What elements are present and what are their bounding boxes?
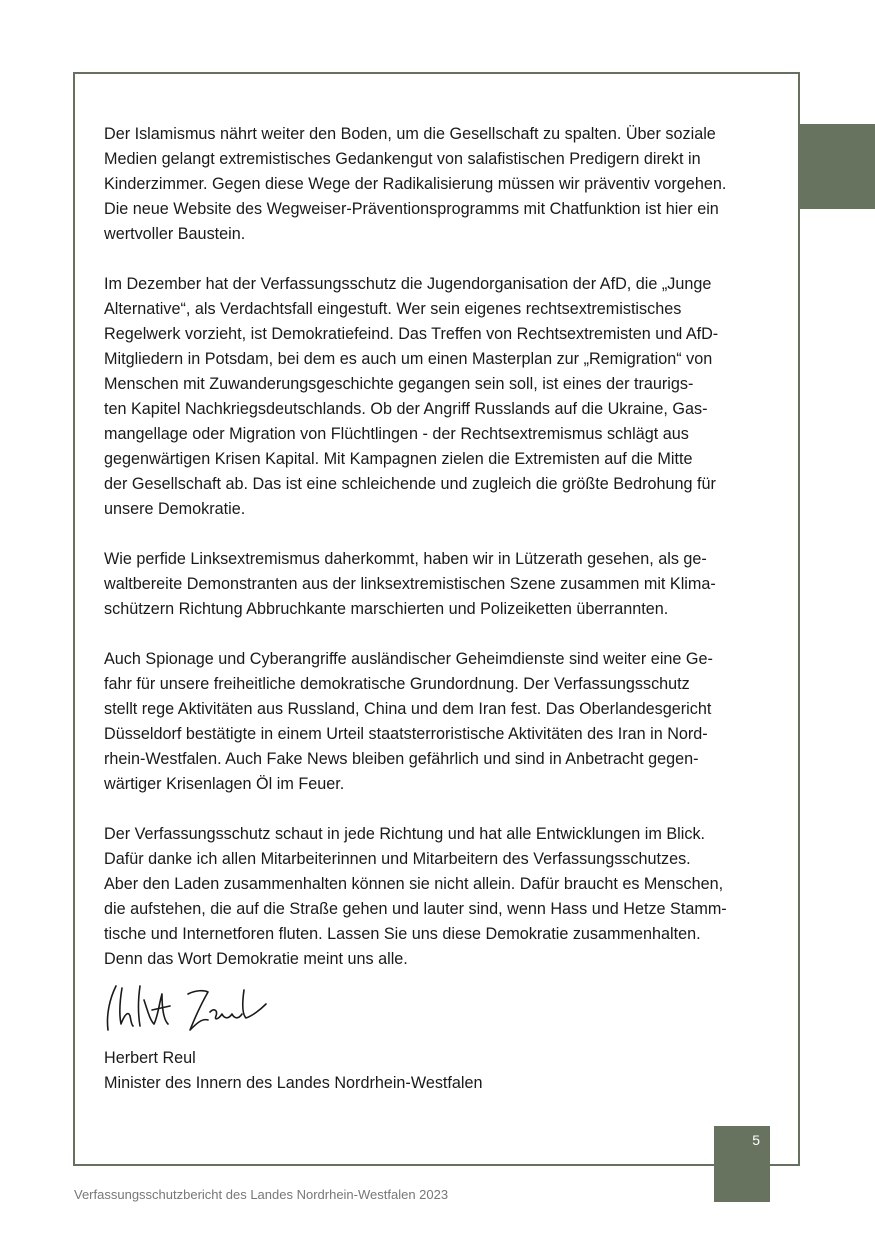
text-line: Dafür danke ich allen Mitarbeiterinnen und Mitarbeitern des Verfassungsschutzes. [104, 850, 691, 868]
text-line: der Gesellschaft ab. Das ist eine schleichende und zugleich die größte Bedrohung für [104, 475, 716, 493]
text-line: mangellage oder Migration von Flüchtlingen - der Rechtsextremismus schlägt aus [104, 425, 689, 443]
text-line: stellt rege Aktivitäten aus Russland, China und dem Iran fest. Das Oberlandesgericht [104, 700, 712, 718]
text-line: ten Kapitel Nachkriegsdeutschlands. Ob der Angriff Russlands auf die Ukraine, Gas- [104, 400, 708, 418]
text-line: Der Islamismus nährt weiter den Boden, um die Gesellschaft zu spalten. Über soziale [104, 125, 716, 143]
text-line: gegenwärtigen Krisen Kapital. Mit Kampagnen zielen die Extremisten auf die Mitte [104, 450, 693, 468]
text-line: Im Dezember hat der Verfassungsschutz die Jugendorganisation der AfD, die „Junge [104, 275, 712, 293]
text-line: Kinderzimmer. Gegen diese Wege der Radikalisierung müssen wir präventiv vorgehen. [104, 175, 727, 193]
text-line: Menschen mit Zuwanderungsgeschichte gegangen sein soll, ist eines der traurigs- [104, 375, 694, 393]
page-number: 5 [752, 1132, 760, 1148]
signature-icon [104, 980, 274, 1036]
text-line: Die neue Website des Wegweiser-Präventionsprogramms mit Chatfunktion ist hier ein [104, 200, 719, 218]
text-line: schützern Richtung Abbruchkante marschierten und Polizeiketten überrannten. [104, 600, 669, 618]
text-line: unsere Demokratie. [104, 500, 246, 518]
signer-block [104, 1046, 483, 1096]
text-line: rhein-Westfalen. Auch Fake News bleiben gefährlich und sind in Anbetracht gegen- [104, 750, 699, 768]
text-line: Mitgliedern in Potsdam, bei dem es auch um einen Masterplan zur „Remigration“ von [104, 350, 713, 368]
text-line: Düsseldorf bestätigte in einem Urteil staatsterroristische Aktivitäten des Iran in Nord- [104, 725, 708, 743]
text-line: Aber den Laden zusammenhalten können sie nicht allein. Dafür braucht es Menschen, [104, 875, 724, 893]
side-chapter-tab [800, 124, 875, 209]
paragraph-spionage [104, 647, 770, 797]
text-line: fahr für unsere freiheitliche demokratische Grundordnung. Der Verfassungsschutz [104, 675, 690, 693]
signer-name: Herbert Reul [104, 1049, 196, 1067]
text-line: wärtiger Krisenlagen Öl im Feuer. [104, 775, 345, 793]
signer-title: Minister des Innern des Landes Nordrhein-Westfalen [104, 1074, 483, 1092]
text-line: Alternative“, als Verdachtsfall eingestuft. Wer sein eigenes rechtsextremistisches [104, 300, 682, 318]
text-line: Der Verfassungsschutz schaut in jede Richtung und hat alle Entwicklungen im Blick. [104, 825, 706, 843]
body-text [104, 122, 770, 997]
text-line: Wie perfide Linksextremismus daherkommt, haben wir in Lützerath gesehen, als ge- [104, 550, 707, 568]
text-line: Medien gelangt extremistisches Gedankengut von salafistischen Predigern direkt in [104, 150, 701, 168]
text-line: Denn das Wort Demokratie meint uns alle. [104, 950, 408, 968]
paragraph-rechtsextremismus [104, 272, 770, 522]
text-line: Regelwerk vorzieht, ist Demokratiefeind. Das Treffen von Rechtsextremisten und AfD- [104, 325, 719, 343]
paragraph-dank [104, 822, 770, 972]
text-line: wertvoller Baustein. [104, 225, 246, 243]
paragraph-islamismus [104, 122, 770, 247]
page-number-tab [714, 1126, 770, 1202]
text-line: waltbereite Demonstranten aus der linksextremistischen Szene zusammen mit Klima- [104, 575, 716, 593]
footer-report-title: Verfassungsschutzbericht des Landes Nordrhein-Westfalen 2023 [74, 1187, 449, 1202]
text-line: Auch Spionage und Cyberangriffe ausländischer Geheimdienste sind weiter eine Ge- [104, 650, 713, 668]
text-line: tische und Internetforen fluten. Lassen Sie uns diese Demokratie zusammenhalten. [104, 925, 701, 943]
paragraph-linksextremismus [104, 547, 770, 622]
text-line: die aufstehen, die auf die Straße gehen und lauter sind, wenn Hass und Hetze Stamm- [104, 900, 727, 918]
